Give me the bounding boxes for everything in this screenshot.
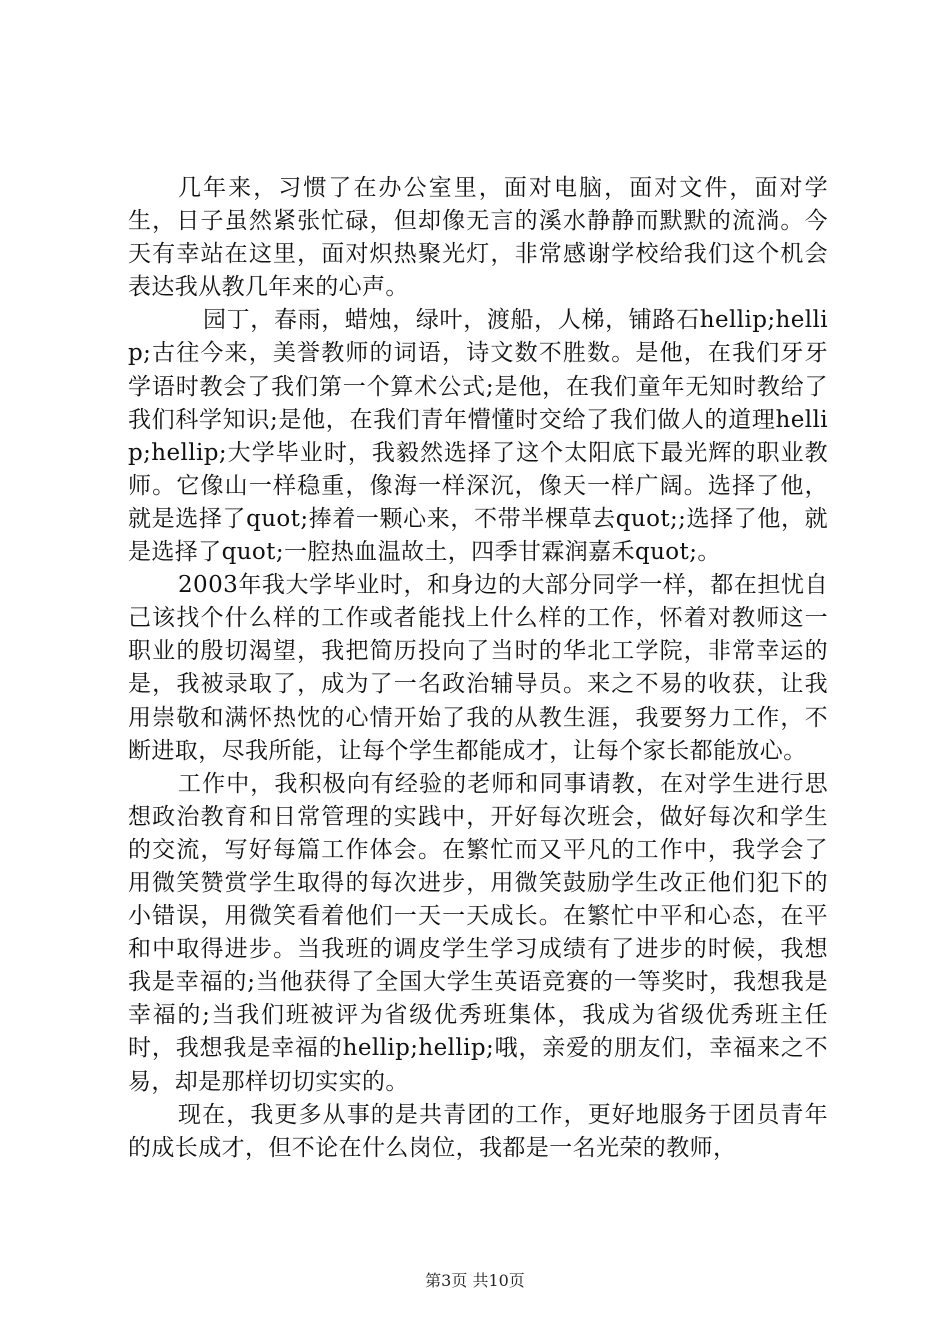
paragraph-2: 园丁，春雨，蜡烛，绿叶，渡船，人梯，铺路石hellip;hellip;古往今来，美誉教师的词语，诗文数不胜数。是他，在我们牙牙学语时教会了我们第一个算术公式;是他，在我们童年无知时教给了我们科学知识;是他，在我们青年懵懂时交给了我们做人的道理hellip;hellip;大学毕业时，我毅然选择了这个太阳底下最光辉的职业教师。它像山一样稳重，像海一样深沉，像天一样广阔。选择了他，就是选择了quot;捧着一颗心来，不带半棵草去quot;;选择了他，就是选择了quot;一腔热血温故土，四季甘霖润嘉禾quot;。 (128, 307, 828, 566)
body-text (128, 172, 828, 1165)
paragraph-3: 2003年我大学毕业时，和身边的大部分同学一样，都在担忧自己该找个什么样的工作或者能找上什么样的工作，怀着对教师这一职业的殷切渴望，我把简历投向了当时的华北工学院，非常幸运的是，我被录取了，成为了一名政治辅导员。来之不易的收获，让我用崇敬和满怀热忱的心情开始了我的从教生涯，我要努力工作，不断进取，尽我所能，让每个学生都能成才，让每个家长都能放心。 (128, 572, 828, 764)
paragraph-1: 几年来，习惯了在办公室里，面对电脑，面对文件，面对学生，日子虽然紧张忙碌，但却像无言的溪水静静而默默的流淌。今天有幸站在这里，面对炽热聚光灯，非常感谢学校给我们这个机会表达我从教几年来的心声。 (128, 175, 828, 301)
paragraph-4: 工作中，我积极向有经验的老师和同事请教，在对学生进行思想政治教育和日常管理的实践中，开好每次班会，做好每次和学生的交流，写好每篇工作体会。在繁忙而又平凡的工作中，我学会了用微笑赞赏学生取得的每次进步，用微笑鼓励学生改正他们犯下的小错误，用微笑看着他们一天一天成长。在繁忙中平和心态，在平和中取得进步。当我班的调皮学生学习成绩有了进步的时候，我想我是幸福的;当他获得了全国大学生英语竞赛的一等奖时，我想我是幸福的;当我们班被评为省级优秀班集体，我成为省级优秀班主任时，我想我是幸福的hellip;hellip;哦，亲爱的朋友们，幸福来之不易，却是那样切切实实的。 (128, 770, 828, 1095)
paragraph-5: 现在，我更多从事的是共青团的工作，更好地服务于团员青年的成长成才，但不论在什么岗位，我都是一名光荣的教师， (128, 1101, 828, 1161)
page-number-footer: 第3页 共10页 (425, 1271, 525, 1290)
